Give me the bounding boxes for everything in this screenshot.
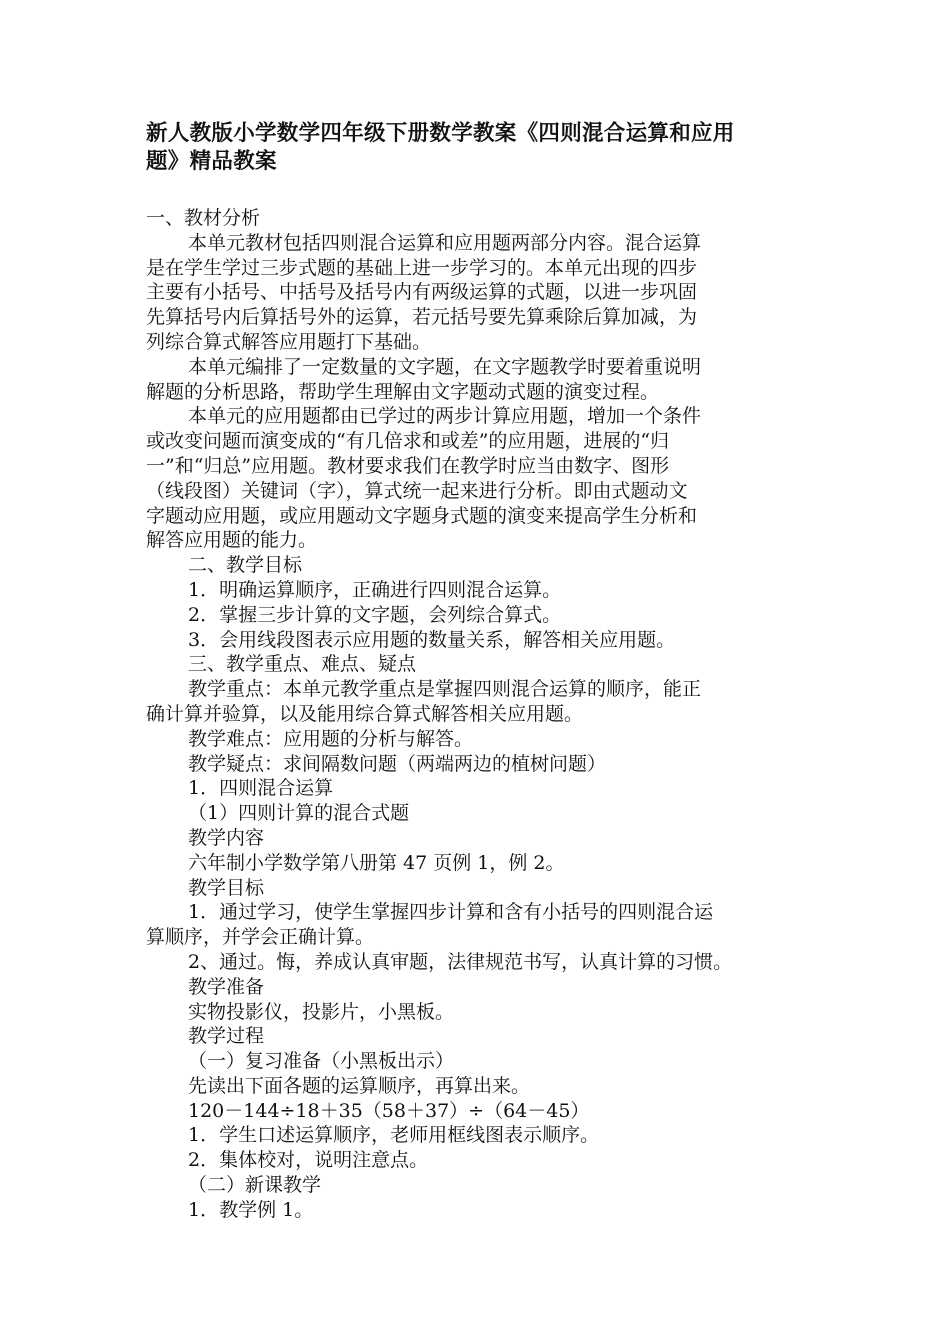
body-text-line: 1．通过学习，使学生掌握四步计算和含有小括号的四则混合运: [188, 901, 714, 924]
body-text-line: （线段图）关键词（字），算式统一起来进行分析。即由式题动文: [146, 479, 688, 502]
body-text-line: 主要有小括号、中括号及括号内有两级运算的式题，以进一步巩固: [146, 281, 698, 304]
document-title-line-1: 新人教版小学数学四年级下册数学教案《四则混合运算和应用: [146, 121, 735, 146]
body-text-line: 教学内容: [188, 826, 265, 849]
body-text-line: 本单元编排了一定数量的文字题，在文字题教学时要着重说明: [188, 355, 702, 378]
body-text-line: 三、教学重点、难点、疑点: [188, 653, 417, 676]
body-text-line: 2、通过。悔，养成认真审题，法律规范书写，认真计算的习惯。: [188, 950, 733, 973]
body-text-line: 算顺序，并学会正确计算。: [146, 926, 375, 949]
document-page: [146, 120, 822, 1223]
body-text-line: 教学疑点：求间隔数问题（两端两边的植树问题）: [188, 752, 607, 775]
body-text-line: 2．掌握三步计算的文字题，会列综合算式。: [188, 603, 562, 626]
body-text-line: 字题动应用题，或应用题动文字题身式题的演变来提高学生分析和: [146, 504, 698, 527]
body-text-line: 一”和“归总”应用题。教材要求我们在教学时应当由数字、图形: [146, 454, 670, 477]
body-text-line: 确计算并验算，以及能用综合算式解答相关应用题。: [146, 702, 584, 725]
body-text-line: 列综合算式解答应用题打下基础。: [146, 330, 432, 353]
body-text-line: 教学过程: [188, 1025, 265, 1048]
body-text-line: 1．学生口述运算顺序，老师用框线图表示顺序。: [188, 1124, 600, 1147]
body-text-line: 是在学生学过三步式题的基础上进一步学习的。本单元出现的四步: [146, 256, 698, 279]
body-text-line: （1）四则计算的混合式题: [188, 802, 410, 825]
body-text-line: 一、教材分析: [146, 207, 261, 229]
body-text-line: 先读出下面各题的运算顺序，再算出来。: [188, 1074, 531, 1097]
body-text-line: （二）新课教学: [188, 1174, 322, 1197]
document-title: [146, 120, 822, 176]
body-text-line: 或改变问题而演变成的“有几倍求和或差”的应用题，进展的“归: [146, 430, 670, 453]
body-text-line: 1．教学例 1。: [188, 1198, 314, 1221]
body-text-line: 实物投影仪，投影片，小黑板。: [188, 1000, 455, 1023]
body-text-line: 1．四则混合运算: [188, 777, 334, 800]
body-text-line: 先算括号内后算括号外的运算，若元括号要先算乘除后算加减，为: [146, 306, 698, 329]
body-text-line: 2．集体校对，说明注意点。: [188, 1149, 429, 1172]
body-text-line: 教学准备: [188, 975, 265, 998]
body-text-line: 1．明确运算顺序，正确进行四则混合运算。: [188, 578, 562, 601]
body-text-line: 本单元教材包括四则混合运算和应用题两部分内容。混合运算: [188, 231, 702, 254]
body-text-line: 120－144÷18＋35（58＋37）÷（64－45）: [188, 1099, 590, 1122]
body-text-line: 教学难点：应用题的分析与解答。: [188, 727, 474, 750]
body-text-line: （一）复习准备（小黑板出示）: [188, 1050, 455, 1073]
body-text-line: 解答应用题的能力。: [146, 529, 318, 552]
body-text-line: 教学目标: [188, 876, 265, 899]
body-text-line: 教学重点：本单元教学重点是掌握四则混合运算的顺序，能正: [188, 678, 702, 701]
document-title-line-2: 题》精品教案: [146, 149, 277, 174]
body-text-line: 六年制小学数学第八册第 47 页例 1，例 2。: [188, 851, 565, 874]
body-text-line: 解题的分析思路，帮助学生理解由文字题动式题的演变过程。: [146, 380, 660, 403]
body-text-line: 3．会用线段图表示应用题的数量关系，解答相关应用题。: [188, 628, 676, 651]
document-body: [146, 206, 822, 1223]
body-text-line: 二、教学目标: [188, 554, 303, 577]
body-text-line: 本单元的应用题都由已学过的两步计算应用题，增加一个条件: [188, 405, 702, 428]
